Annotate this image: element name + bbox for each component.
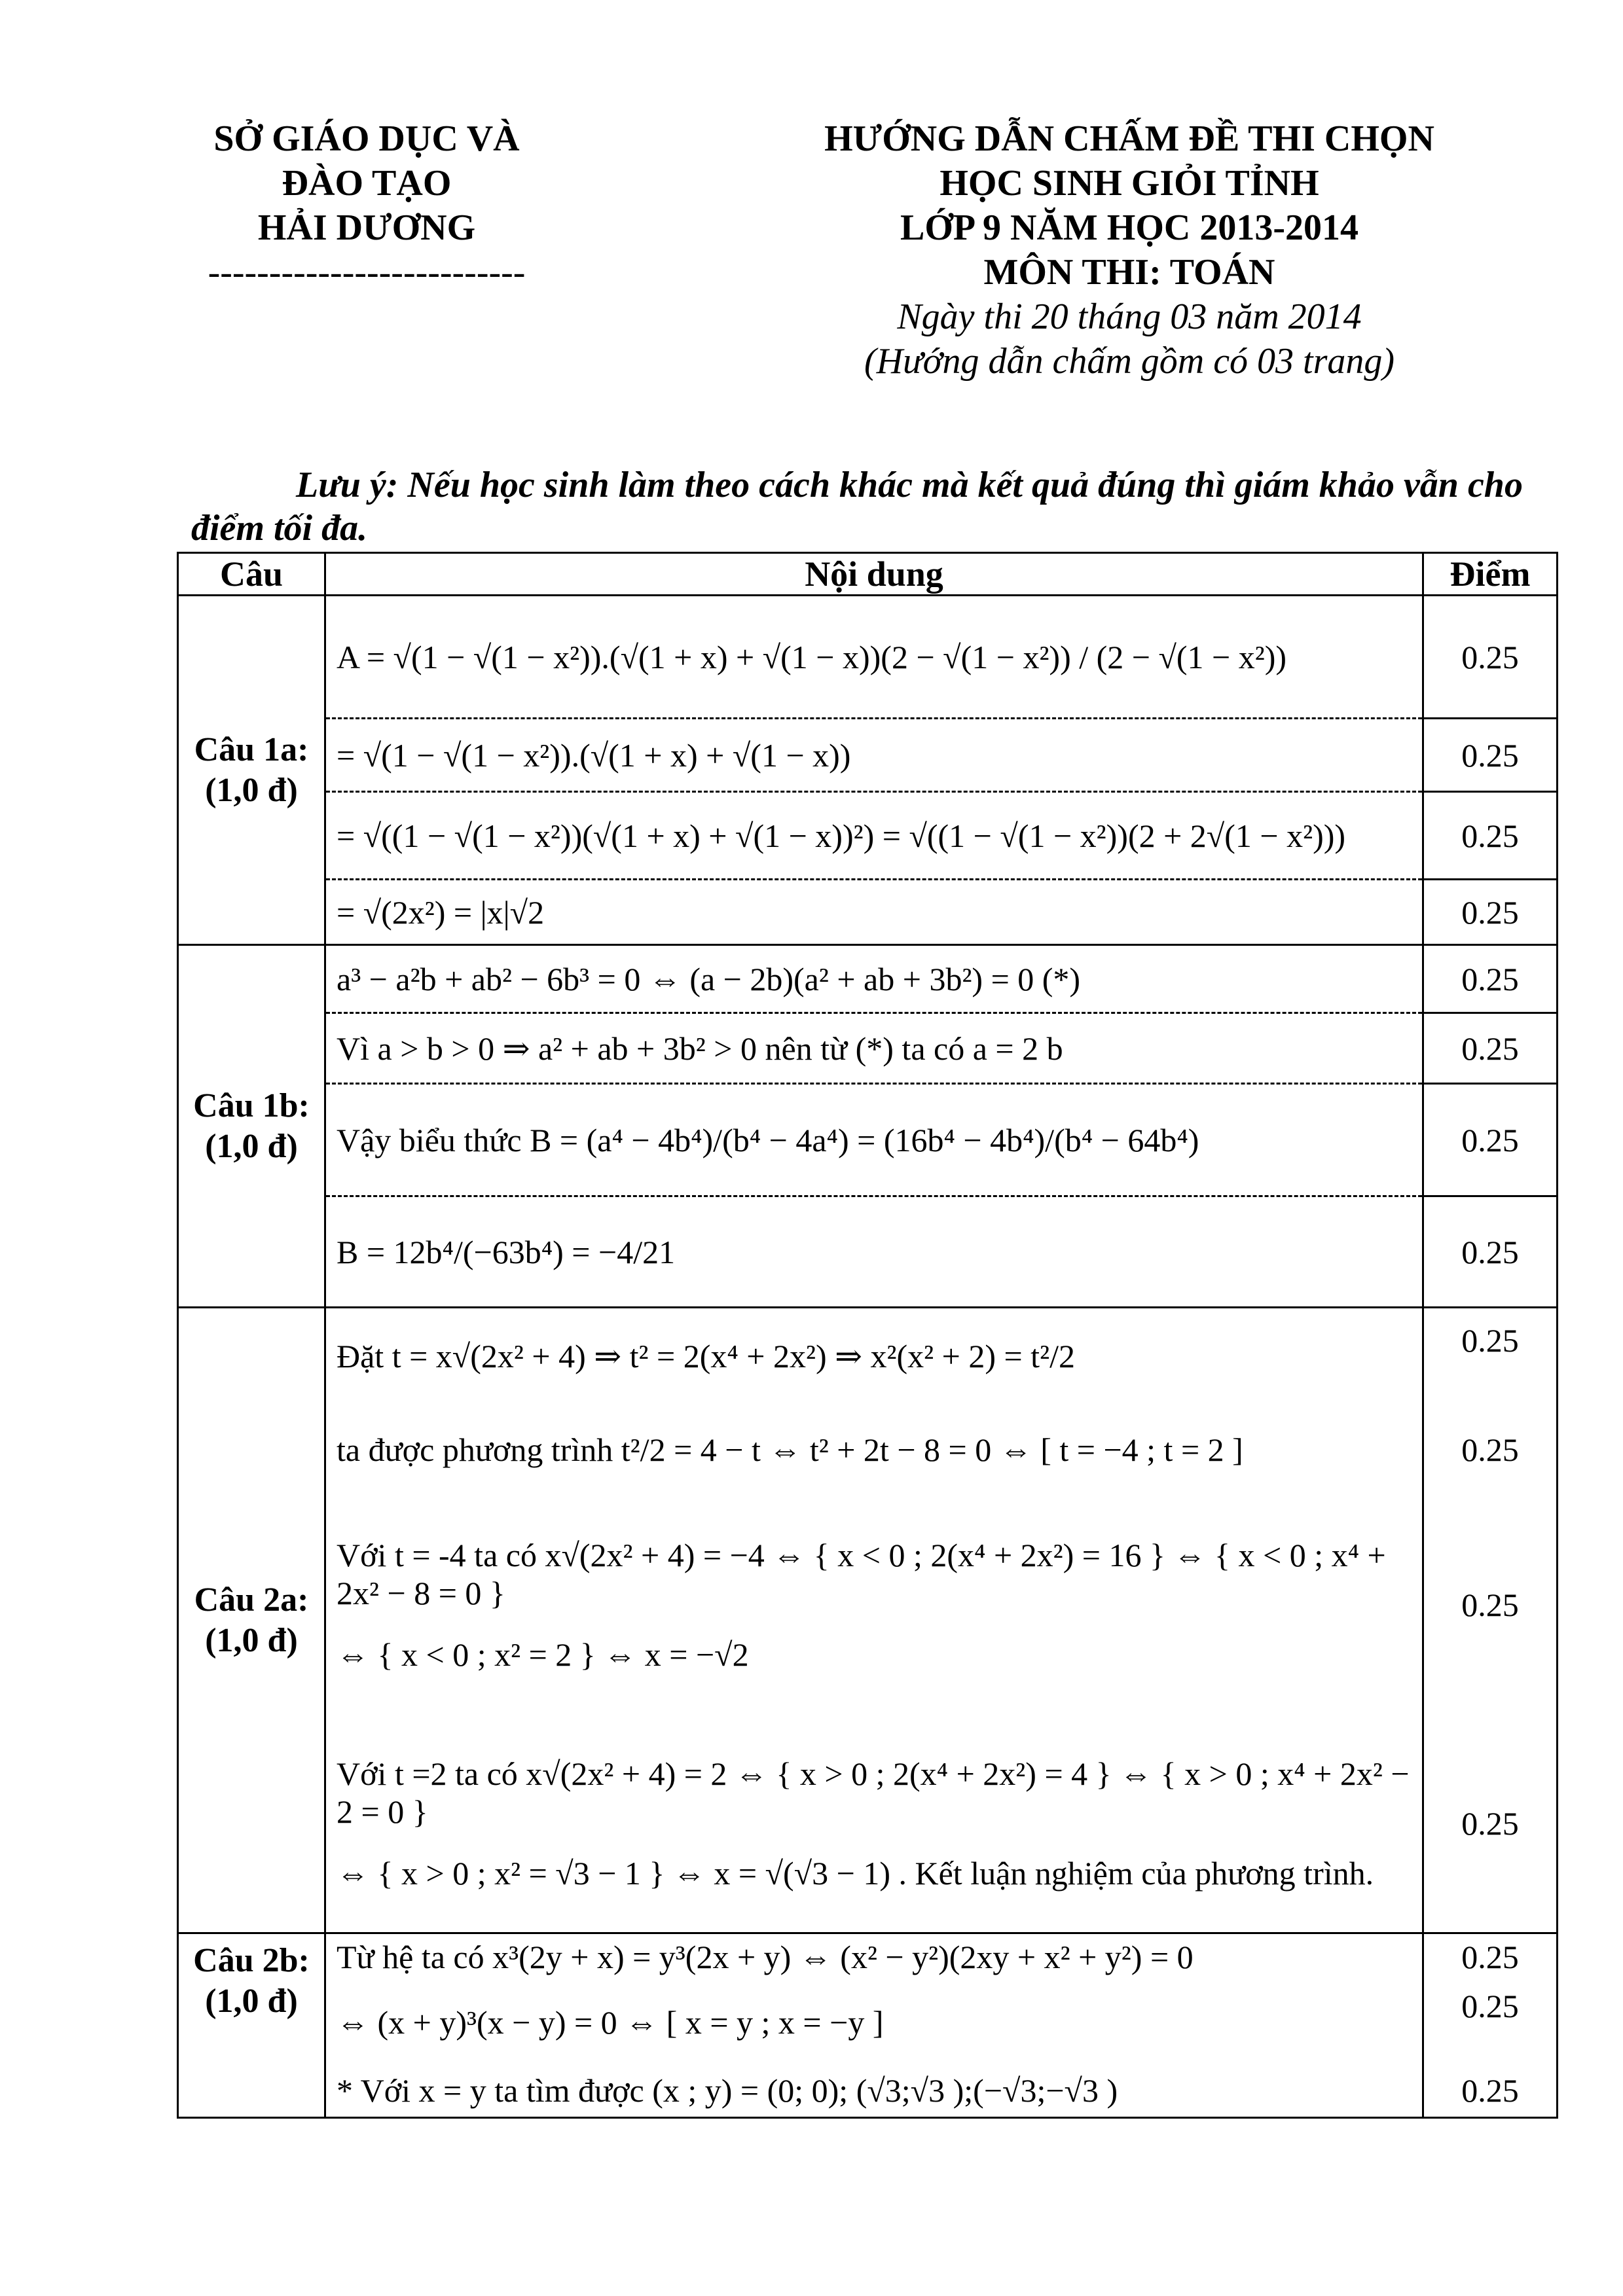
doc-title-line1: HƯỚNG DẪN CHẤM ĐỀ THI CHỌN bbox=[824, 118, 1434, 159]
content-2b-1: Từ hệ ta có x³(2y + x) = y³(2x + y) ⇔ (x² − y²)(2xy + x² + y²) = 0 bbox=[325, 1933, 1423, 1981]
score-1a-1: 0.25 bbox=[1423, 596, 1558, 719]
table-row bbox=[178, 1013, 1558, 1084]
content-2b-2: ⇔ (x + y)³(x − y) = 0 ⇔ [ x = y ; x = −y ] bbox=[325, 1981, 1423, 2064]
score-2b-2: 0.25 bbox=[1423, 1981, 1558, 2064]
question-label-2a: Câu 2a: (1,0 đ) bbox=[178, 1308, 325, 1933]
content-1b-1: a³ − a²b + ab² − 6b³ = 0 ⇔ (a − 2b)(a² + ab + 3b²) = 0 (*) bbox=[325, 945, 1423, 1013]
content-1b-2: Vì a > b > 0 ⇒ a² + ab + 3b² > 0 nên từ (*) ta có a = 2 b bbox=[325, 1013, 1423, 1084]
doc-subject: MÔN THI: TOÁN bbox=[983, 252, 1275, 293]
exam-date: Ngày thi 20 tháng 03 năm 2014 bbox=[897, 296, 1362, 337]
department-name: SỞ GIÁO DỤC VÀ ĐÀO TẠO bbox=[213, 118, 520, 204]
page-count: (Hướng dẫn chấm gồm có 03 trang) bbox=[864, 341, 1395, 382]
content-1a-3: = √((1 − √(1 − x²))(√(1 + x) + √(1 − x))²) = √((1 − √(1 − x²))(2 + 2√(1 − x²))) bbox=[325, 792, 1423, 880]
score-2b-1: 0.25 bbox=[1423, 1933, 1558, 1981]
table-row bbox=[178, 1715, 1558, 1933]
header-divider: -------------------------- bbox=[208, 252, 526, 293]
content-2a-2: ta được phương trình t²/2 = 4 − t ⇔ t² + 2t − 8 = 0 ⇔ [ t = −4 ; t = 2 ] bbox=[325, 1405, 1423, 1495]
table-row bbox=[178, 1196, 1558, 1308]
score-2a-4: 0.25 bbox=[1423, 1715, 1558, 1933]
content-2a-3-line1: Với t = -4 ta có x√(2x² + 4) = −4 ⇔ { x < 0 ; 2(x⁴ + 2x²) = 16 } ⇔ { x < 0 ; x⁴ + 2x² − 8 = 0 } bbox=[337, 1536, 1386, 1611]
table-header-row bbox=[178, 553, 1558, 596]
header-left bbox=[190, 117, 543, 295]
col-header-question: Câu bbox=[178, 553, 325, 596]
grading-note: Lưu ý: Nếu học sinh làm theo cách khác mà kết quả đúng thì giám khảo vẫn cho điểm tối đa. bbox=[191, 465, 1523, 548]
score-1b-4: 0.25 bbox=[1423, 1196, 1558, 1308]
col-header-content: Nội dung bbox=[325, 553, 1423, 596]
doc-title-line3: LỚP 9 NĂM HỌC 2013-2014 bbox=[900, 207, 1359, 248]
table-row bbox=[178, 1084, 1558, 1196]
score-2a-2: 0.25 bbox=[1423, 1405, 1558, 1495]
score-1b-2: 0.25 bbox=[1423, 1013, 1558, 1084]
table-row bbox=[178, 719, 1558, 792]
table-row bbox=[178, 1933, 1558, 1981]
score-1a-2: 0.25 bbox=[1423, 719, 1558, 792]
province-name: HẢI DƯƠNG bbox=[257, 207, 476, 248]
table-row bbox=[178, 945, 1558, 1013]
table-row bbox=[178, 1308, 1558, 1405]
content-1b-4: B = 12b⁴/(−63b⁴) = −4/21 bbox=[325, 1196, 1423, 1308]
table-row bbox=[178, 2064, 1558, 2118]
table-row bbox=[178, 1405, 1558, 1495]
table-row bbox=[178, 792, 1558, 880]
question-label-2b: Câu 2b: (1,0 đ) bbox=[178, 1933, 325, 2118]
grading-table bbox=[177, 552, 1558, 2119]
table-row bbox=[178, 1981, 1558, 2064]
content-2a-3 bbox=[325, 1495, 1423, 1715]
content-1b-3: Vậy biểu thức B = (a⁴ − 4b⁴)/(b⁴ − 4a⁴) = (16b⁴ − 4b⁴)/(b⁴ − 64b⁴) bbox=[325, 1084, 1423, 1196]
content-2a-4-line2: ⇔ { x > 0 ; x² = √3 − 1 } ⇔ x = √(√3 − 1) . Kết luận nghiệm của phương trình. bbox=[337, 1854, 1374, 1892]
content-2b-3: * Với x = y ta tìm được (x ; y) = (0; 0); (√3;√3 );(−√3;−√3 ) bbox=[325, 2064, 1423, 2118]
score-1b-3: 0.25 bbox=[1423, 1084, 1558, 1196]
score-1a-3: 0.25 bbox=[1423, 792, 1558, 880]
score-1a-4: 0.25 bbox=[1423, 880, 1558, 945]
header-right bbox=[786, 117, 1473, 384]
score-2a-3: 0.25 bbox=[1423, 1495, 1558, 1715]
table-row bbox=[178, 1495, 1558, 1715]
score-1b-1: 0.25 bbox=[1423, 945, 1558, 1013]
col-header-score: Điểm bbox=[1423, 553, 1558, 596]
table-row bbox=[178, 880, 1558, 945]
content-1a-1: A = √(1 − √(1 − x²)).(√(1 + x) + √(1 − x))(2 − √(1 − x²)) / (2 − √(1 − x²)) bbox=[325, 596, 1423, 719]
content-1a-4: = √(2x²) = |x|√2 bbox=[325, 880, 1423, 945]
question-label-1a: Câu 1a: (1,0 đ) bbox=[178, 596, 325, 945]
content-2a-4-line1: Với t =2 ta có x√(2x² + 4) = 2 ⇔ { x > 0 ; 2(x⁴ + 2x²) = 4 } ⇔ { x > 0 ; x⁴ + 2x² − 2 = 0 } bbox=[337, 1755, 1410, 1830]
content-1a-2: = √(1 − √(1 − x²)).(√(1 + x) + √(1 − x)) bbox=[325, 719, 1423, 792]
score-2a-1: 0.25 bbox=[1423, 1308, 1558, 1405]
content-2a-1: Đặt t = x√(2x² + 4) ⇒ t² = 2(x⁴ + 2x²) ⇒ x²(x² + 2) = t²/2 bbox=[325, 1308, 1423, 1405]
content-2a-3-line2: ⇔ { x < 0 ; x² = 2 } ⇔ x = −√2 bbox=[337, 1636, 749, 1673]
doc-title-line2: HỌC SINH GIỎI TỈNH bbox=[939, 163, 1319, 204]
content-2a-4 bbox=[325, 1715, 1423, 1933]
table-row bbox=[178, 596, 1558, 719]
question-label-1b: Câu 1b: (1,0 đ) bbox=[178, 945, 325, 1308]
score-2b-3: 0.25 bbox=[1423, 2064, 1558, 2118]
